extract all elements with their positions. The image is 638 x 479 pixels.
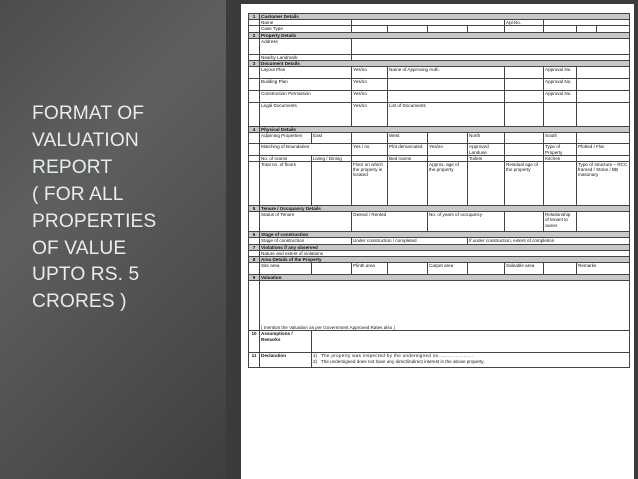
slide-title <box>32 101 222 316</box>
field-label: Legal Documents <box>260 103 352 127</box>
table-row <box>249 162 630 206</box>
section-title: Violations if any observed <box>260 244 630 250</box>
table-row <box>249 331 630 353</box>
section-title: Physical Details <box>260 127 630 133</box>
table-row <box>249 133 630 144</box>
declaration-number: 2) <box>313 358 318 364</box>
field-label: Layout Plan <box>260 67 352 79</box>
field-label: Relationship of tenant to owner <box>544 212 577 232</box>
field-label: Yes/no <box>352 103 388 127</box>
field-label: Approved Landuse <box>468 144 505 155</box>
section-title: Customer Details <box>260 14 630 20</box>
field-label: Type of Property <box>544 144 577 155</box>
section-number: 3 <box>249 61 260 67</box>
slide-left-panel <box>0 0 226 479</box>
field-label: Plot demarcated <box>388 144 428 155</box>
field-label: Matching of Boundaries <box>260 144 352 155</box>
declaration-text: The property was inspected by the undersigned on...................... <box>320 353 474 359</box>
table-row <box>249 353 630 368</box>
section-number: 8 <box>249 257 260 263</box>
section-number: 4 <box>249 127 260 133</box>
field-label: ( mention the Valuation as per Government Approved Rates also ) <box>260 281 630 331</box>
field-label: Remarks <box>577 263 630 275</box>
section-number: 7 <box>249 244 260 250</box>
field-label: Adjoining Properties <box>260 133 312 144</box>
section-number: 5 <box>249 206 260 212</box>
field-label: Stage of construction <box>260 238 352 244</box>
field-label: Name <box>260 20 352 26</box>
table-row <box>249 263 630 275</box>
section-title: Assumptions / Remarks <box>260 331 312 353</box>
section-title: Property Details <box>260 32 630 38</box>
field-label: Status of Tenure <box>260 212 352 232</box>
field-label: Nearby Landmark <box>260 54 352 60</box>
field-label: Case Type <box>260 26 352 32</box>
title-line: FORMAT OF <box>32 103 145 124</box>
field-label: Kitchen <box>544 155 577 161</box>
field-label: Under construction / completed <box>352 238 468 244</box>
section-title: Valuation <box>260 275 630 281</box>
field-label: Construction Permission <box>260 91 352 103</box>
field-label: Apl.No. <box>505 20 544 26</box>
field-label: If under construction, extent of completion <box>468 238 630 244</box>
field-label: Type of structure – RCC framed / Stone / BB masonary <box>577 162 630 206</box>
declaration-text: The undersigned does not have any direct/indirect interest in the above property. <box>320 358 485 364</box>
section-title: Declaration <box>260 353 312 368</box>
section-title: Tenure / Occupancy Details <box>260 206 630 212</box>
section-title: Document Details <box>260 61 630 67</box>
field-label: Yes/no <box>352 91 388 103</box>
field-label: No. of years of occupancy <box>428 212 505 232</box>
title-line: UPTO RS. 5 <box>32 264 140 286</box>
table-row <box>249 79 630 91</box>
field-label: Bed rooms <box>388 155 428 161</box>
field-label: Yes/no <box>428 144 468 155</box>
declaration-number: 1) <box>313 353 318 359</box>
field-label: South <box>544 133 577 144</box>
field-label: Plinth area <box>352 263 388 275</box>
field-label: Owned / Rented <box>352 212 428 232</box>
field-label: Carpet area <box>428 263 468 275</box>
table-row <box>249 212 630 232</box>
section-title: Stage of construction <box>260 232 630 238</box>
title-line: OF VALUE <box>32 237 127 259</box>
field-label: Site area <box>260 263 312 275</box>
section-number: 2 <box>249 32 260 38</box>
table-row <box>249 38 630 54</box>
field-label: Living / Dining <box>312 155 352 161</box>
table-row <box>249 281 630 331</box>
table-row <box>249 67 630 79</box>
section-number: 10 <box>249 331 260 353</box>
field-label <box>388 79 505 91</box>
field-label: West <box>388 133 428 144</box>
declaration-line <box>313 359 628 364</box>
field-label: Total no. of floors <box>260 162 312 206</box>
section-number: 6 <box>249 232 260 238</box>
field-label <box>388 91 505 103</box>
field-label: Saleable area <box>505 263 544 275</box>
field-label: Nature and extent of violations <box>260 250 630 256</box>
section-title: Area Details of the Property <box>260 257 630 263</box>
field-label: No. of rooms <box>260 155 312 161</box>
table-row <box>249 91 630 103</box>
title-line: ( FOR ALL <box>32 183 124 205</box>
field-label: Name of Approving Auth. <box>388 67 505 79</box>
field-label: Approx. age of the property <box>428 162 468 206</box>
field-label: East <box>312 133 352 144</box>
table-row <box>249 103 630 127</box>
field-label: Yes/no <box>352 67 388 79</box>
field-label: Building Plan <box>260 79 352 91</box>
field-label: Address <box>260 38 352 54</box>
field-label: Plotted / Flat <box>577 144 630 155</box>
field-label: Toilets <box>468 155 505 161</box>
section-number: 9 <box>249 275 260 281</box>
section-number: 11 <box>249 353 260 368</box>
field-label: Floor on which the property is located <box>352 162 388 206</box>
field-label: North <box>468 133 505 144</box>
field-label: Residual age of the property <box>505 162 544 206</box>
field-label: Yes / no <box>352 144 388 155</box>
valuation-form-table <box>248 13 630 368</box>
field-label: Approval No. <box>544 67 577 79</box>
title-line: REPORT <box>32 156 113 178</box>
title-line: VALUATION <box>32 129 139 151</box>
field-label: Yes/no <box>352 79 388 91</box>
title-line: PROPERTIES <box>32 210 157 232</box>
table-row <box>249 144 630 155</box>
section-number: 1 <box>249 14 260 20</box>
field-label: Approval No. <box>544 91 577 103</box>
field-label: List of Documents <box>388 103 505 127</box>
field-label: Approval No. <box>544 79 577 91</box>
title-line: CRORES ) <box>32 291 127 313</box>
valuation-form-image <box>241 4 634 479</box>
